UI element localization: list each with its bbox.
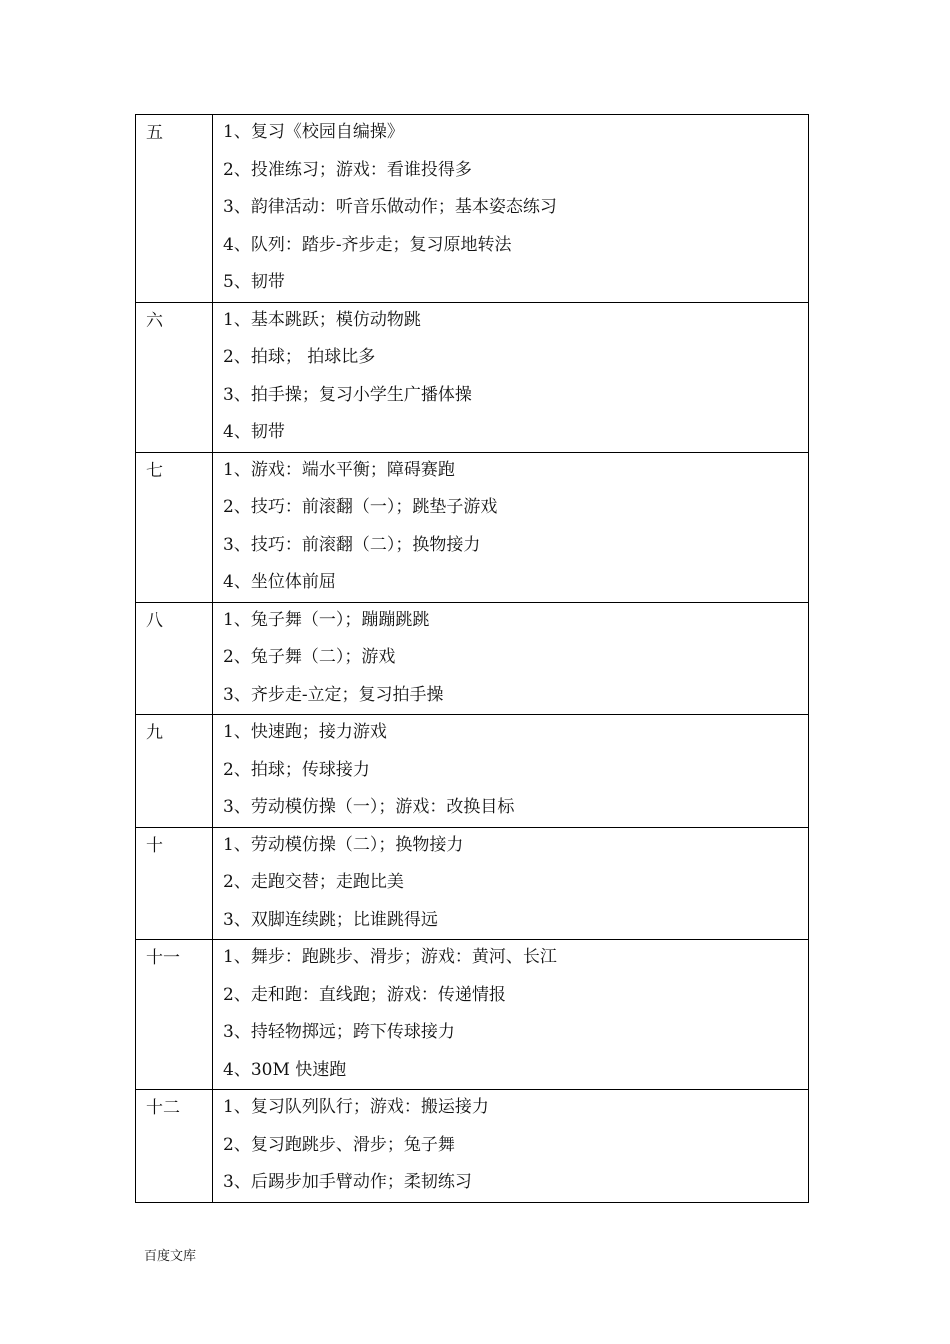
lesson-items-cell: [213, 115, 809, 303]
lesson-item: 3、技巧：前滚翻（二）；换物接力: [223, 534, 481, 555]
lesson-items-cell: [213, 302, 809, 452]
lesson-item: 1、舞步：跑跳步、滑步；游戏：黄河、长江: [223, 947, 557, 967]
lesson-item: 3、拍手操；复习小学生广播体操: [223, 384, 472, 405]
lesson-item: 3、持轻物掷远；跨下传球接力: [223, 1022, 455, 1042]
week-row: [136, 1090, 809, 1203]
lesson-item: 4、队列：踏步-齐步走；复习原地转法: [223, 234, 512, 255]
lesson-item: 2、走和跑：直线跑；游戏：传递情报: [223, 984, 506, 1005]
lesson-items-cell: [213, 1090, 809, 1203]
week-row: [136, 715, 809, 828]
week-row: [136, 302, 809, 452]
lesson-item: 1、劳动模仿操（二）；换物接力: [223, 834, 464, 855]
week-row: [136, 602, 809, 715]
lesson-item: 3、双脚连续跳；比谁跳得远: [223, 909, 438, 930]
week-number-cell: 八: [136, 602, 213, 715]
lesson-items-cell: [213, 452, 809, 602]
lesson-item: 1、游戏：端水平衡；障碍赛跑: [223, 459, 455, 480]
lesson-item: 1、复习队列队行；游戏：搬运接力: [223, 1097, 489, 1117]
lesson-items-cell: [213, 827, 809, 940]
week-row: [136, 827, 809, 940]
lesson-item: 1、快速跑；接力游戏: [223, 722, 387, 742]
lesson-item: 2、复习跑跳步、滑步；兔子舞: [223, 1134, 455, 1155]
week-row: [136, 115, 809, 303]
lesson-item: 3、后踢步加手臂动作；柔韧练习: [223, 1172, 472, 1192]
lesson-items-cell: [213, 715, 809, 828]
week-number-cell: 十二: [136, 1090, 213, 1203]
lesson-items-cell: [213, 940, 809, 1090]
lesson-item: 1、兔子舞（一）；蹦蹦跳跳: [223, 609, 430, 630]
lesson-item: 4、韧带: [223, 422, 285, 442]
lesson-item: 2、拍球；传球接力: [223, 759, 370, 780]
lesson-item: 2、拍球； 拍球比多: [223, 347, 376, 367]
footer-source-label: 百度文库: [144, 1249, 197, 1264]
week-row: [136, 940, 809, 1090]
lesson-item: 2、走跑交替；走跑比美: [223, 872, 404, 892]
week-number-cell: 五: [136, 115, 213, 303]
week-number-cell: 十一: [136, 940, 213, 1090]
lesson-item: 5、韧带: [223, 272, 285, 292]
lesson-item: 2、技巧：前滚翻（一）；跳垫子游戏: [223, 497, 498, 517]
lesson-item: 4、坐位体前屈: [223, 572, 336, 592]
lesson-item: 2、投准练习；游戏：看谁投得多: [223, 159, 472, 180]
week-row: [136, 452, 809, 602]
lesson-item: 4、30M 快速跑: [223, 1059, 347, 1080]
lesson-items-cell: [213, 602, 809, 715]
week-number-cell: 九: [136, 715, 213, 828]
lesson-item: 1、复习《校园自编操》: [223, 122, 404, 142]
lesson-plan-table: [135, 114, 809, 1203]
week-number-cell: 六: [136, 302, 213, 452]
lesson-item: 1、基本跳跃；模仿动物跳: [223, 309, 421, 330]
lesson-item: 2、兔子舞（二）；游戏: [223, 647, 396, 667]
lesson-item: 3、劳动模仿操（一）；游戏：改换目标: [223, 797, 515, 817]
week-number-cell: 七: [136, 452, 213, 602]
week-number-cell: 十: [136, 827, 213, 940]
lesson-item: 3、韵律活动：听音乐做动作；基本姿态练习: [223, 197, 557, 217]
lesson-plan-body: [136, 115, 809, 1203]
lesson-item: 3、齐步走-立定；复习拍手操: [223, 684, 444, 705]
